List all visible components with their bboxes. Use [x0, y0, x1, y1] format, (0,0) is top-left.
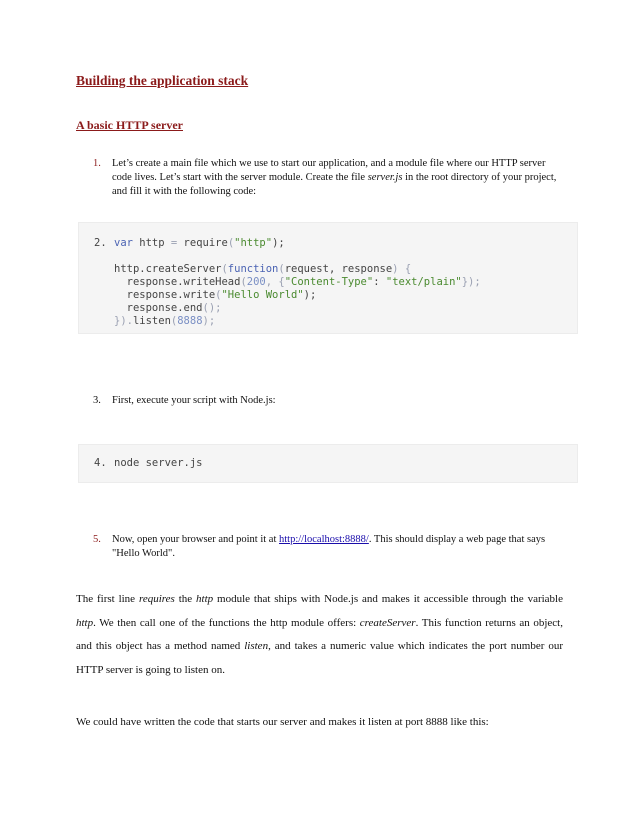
code-token: );	[303, 289, 317, 301]
code-token: (	[215, 289, 222, 301]
code-line	[114, 315, 215, 327]
code-token: });	[461, 276, 481, 288]
text-run: in the root directory of your project, and fill it with the following code:	[112, 172, 557, 197]
list-text	[112, 157, 563, 199]
code-block-2	[78, 444, 578, 483]
code-token: ();	[202, 302, 222, 314]
list-text: First, execute your script with Node.js:	[112, 395, 276, 406]
code-token: var	[114, 237, 133, 249]
code-token: (	[278, 263, 285, 275]
code-token: );	[272, 237, 285, 249]
code-line	[114, 263, 411, 275]
emphasis: http	[196, 593, 214, 605]
code-token: (	[240, 276, 247, 288]
emphasis: createServer	[359, 616, 416, 629]
code-block-1	[78, 222, 578, 334]
list-text	[112, 533, 563, 561]
code-token: , {	[265, 276, 285, 288]
localhost-link[interactable]: http://localhost:8888/	[279, 534, 369, 545]
code-line	[114, 289, 316, 301]
code-line-number: 4.	[94, 457, 107, 469]
code-token: response.write	[114, 289, 216, 301]
code-token: response.writeHead	[114, 276, 241, 288]
code-line	[114, 302, 221, 314]
body-paragraph-1	[76, 588, 563, 682]
code-token: 8888	[177, 315, 203, 327]
code-token: listen	[132, 315, 171, 327]
code-token: "Content-Type"	[284, 276, 374, 288]
section-heading: Building the application stack	[76, 73, 249, 88]
code-token: "http"	[234, 237, 273, 249]
text-run: . This function returns an object, and this object has a method named	[76, 616, 563, 652]
code-token: 200	[246, 276, 266, 288]
list-item-1	[93, 157, 563, 199]
code-token: :	[373, 276, 386, 288]
code-token: function	[227, 263, 279, 275]
code-token: );	[202, 315, 216, 327]
list-number: 5.	[93, 534, 101, 545]
text-run: , and takes a numeric value which indicates the port number our HTTP server is going to listen on.	[76, 640, 563, 676]
code-token: response.end	[114, 302, 203, 314]
text-run: . This should display a web page that says "Hello World".	[112, 534, 546, 559]
code-token: (	[227, 237, 235, 249]
code-token: (	[170, 315, 178, 327]
text-run: Now, open your browser and point it at	[112, 534, 279, 545]
filename: server.js	[367, 172, 403, 183]
text-run: module that ships with Node.js and makes it accessible through the variable	[213, 593, 563, 605]
emphasis: http	[76, 616, 94, 629]
code-line	[114, 237, 285, 249]
list-item-5	[93, 533, 563, 561]
code-token: (	[221, 263, 228, 275]
code-token: http.createServer	[114, 263, 222, 275]
code-token: http	[132, 237, 171, 249]
list-number: 1.	[93, 158, 101, 169]
list-number: 3.	[93, 395, 101, 406]
code-line-number: 2.	[94, 237, 107, 249]
code-line	[114, 276, 481, 288]
code-token: request, response	[284, 263, 393, 275]
text-run: the	[174, 593, 197, 605]
emphasis: listen	[244, 640, 269, 652]
list-item-3	[93, 394, 563, 408]
code-token: =	[170, 237, 178, 249]
body-paragraph-2: We could have written the code that starts our server and makes it listen at port 8888 like this:	[76, 716, 489, 728]
text-run: Let’s create a main file which we use to start our application, and a module file where our HTTP server code lives. Let’s start with the server module. Create the file	[112, 158, 546, 183]
code-token: "text/plain"	[385, 276, 462, 288]
code-line: node server.js	[114, 457, 203, 469]
text-run: The first line	[76, 593, 139, 605]
emphasis: requires	[138, 593, 175, 605]
code-token: "Hello World"	[221, 289, 304, 301]
code-token: require	[177, 237, 228, 249]
code-token: }).	[114, 315, 133, 327]
text-run: . We then call one of the functions the http module offers:	[93, 616, 360, 629]
code-token: ) {	[392, 263, 412, 275]
subsection-heading: A basic HTTP server	[76, 118, 183, 132]
